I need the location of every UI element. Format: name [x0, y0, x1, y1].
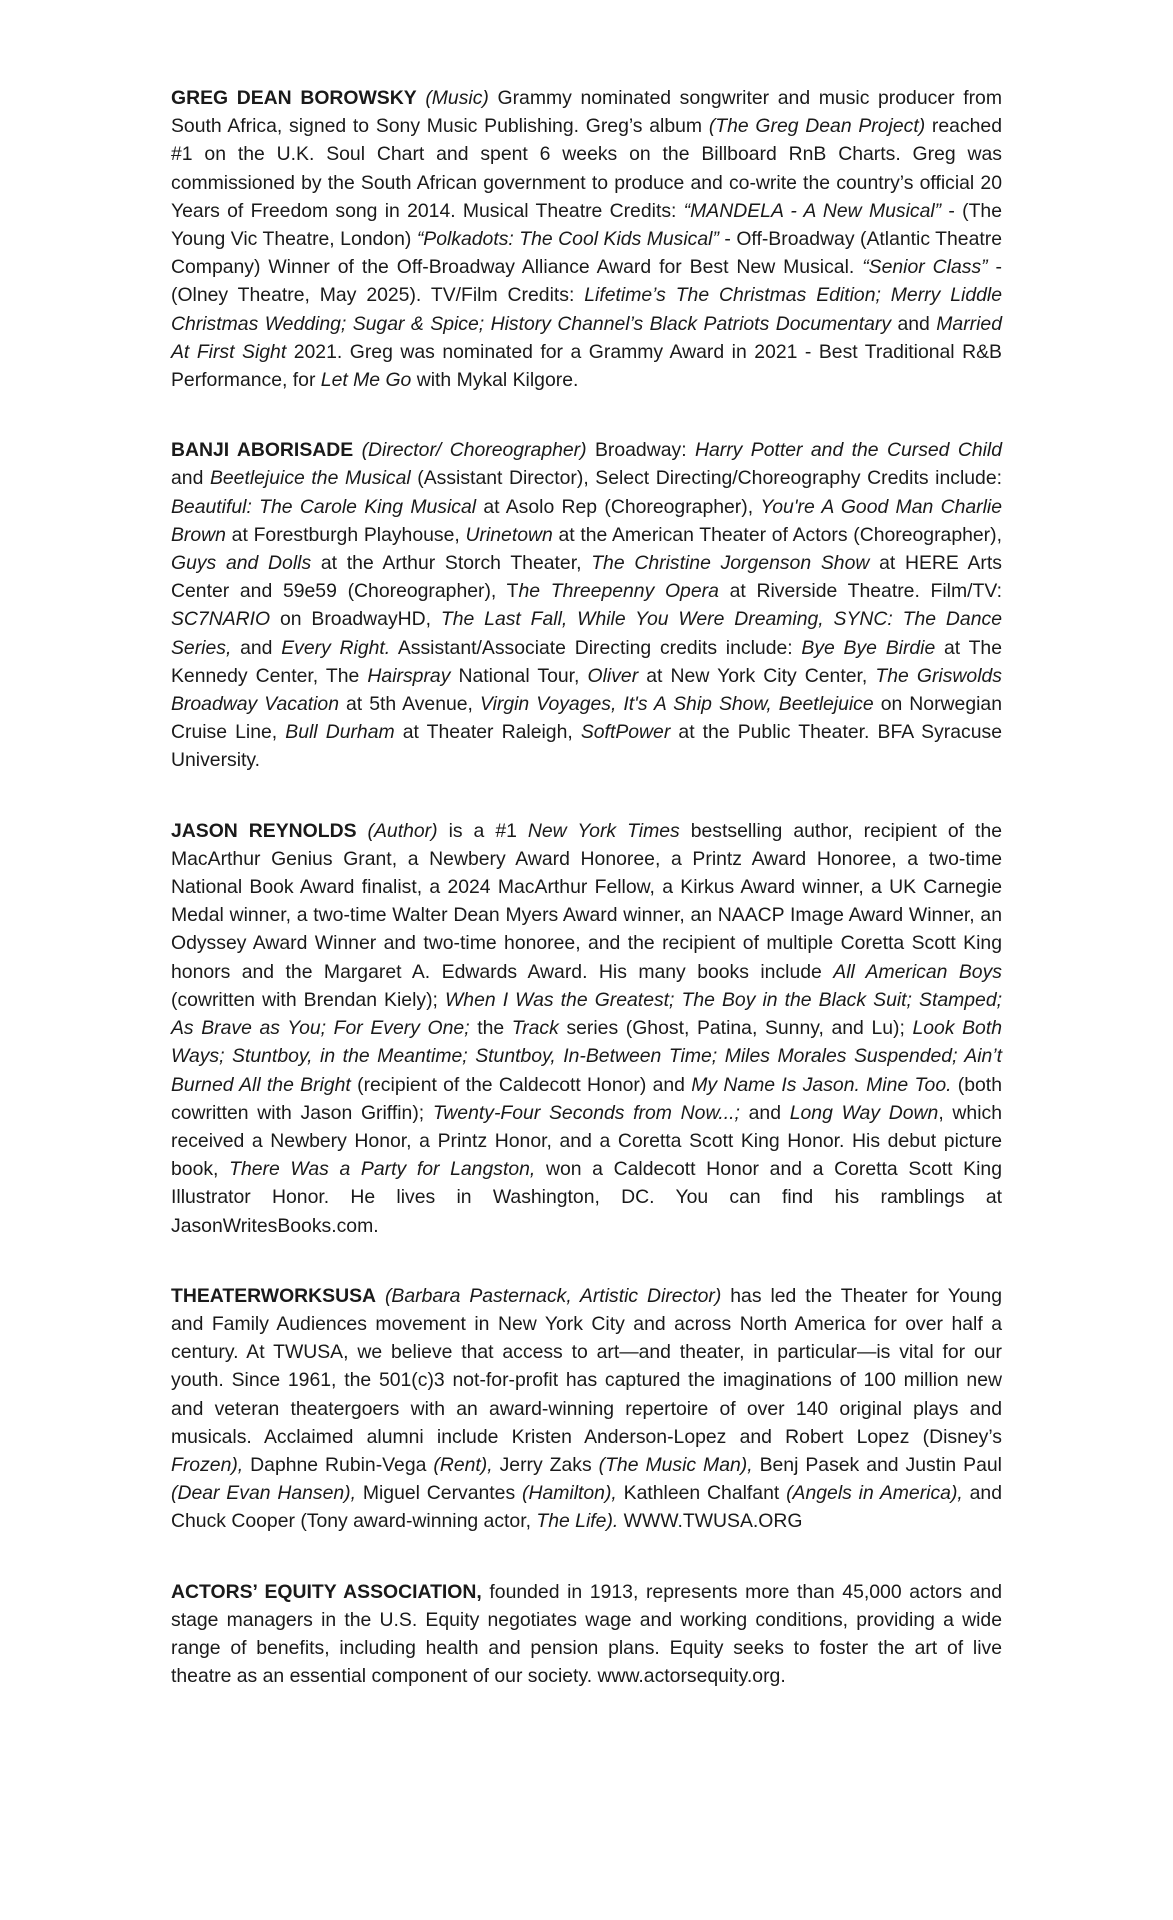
body-text	[376, 1285, 385, 1307]
body-text: at Theater Raleigh,	[394, 721, 581, 744]
body-text: Kathleen Chalfant	[616, 1482, 787, 1505]
bio-name-heading: THEATERWORKSUSA	[171, 1284, 377, 1307]
italic-text: Long Way Down	[789, 1101, 939, 1124]
body-text: at Forestburgh Playhouse,	[225, 523, 466, 546]
body-text: at Asolo Rep (Choreographer),	[476, 495, 761, 518]
body-text: Daphne Rubin-Vega	[243, 1453, 434, 1476]
italic-text: Twenty-Four Seconds from Now...;	[432, 1101, 740, 1124]
italic-text: Virgin Voyages, It's A Ship Show, Beetlejuice	[479, 693, 874, 716]
italic-text: The Life).	[536, 1510, 619, 1533]
italic-text: Urinetown	[465, 523, 553, 546]
bio-name-heading: GREG DEAN BOROWSKY	[171, 87, 417, 109]
body-text: National Tour,	[450, 664, 588, 687]
body-text: with Mykal Kilgore.	[411, 369, 579, 392]
italic-text: he Threepenny Opera	[518, 580, 719, 603]
italic-text: My Name Is Jason. Mine Too.	[691, 1073, 952, 1096]
body-text: at Riverside Theatre. Film/TV:	[718, 580, 1002, 603]
italic-text: “Polkadots: The Cool Kids Musical”	[416, 228, 719, 251]
italic-text: Let Me Go	[320, 369, 412, 392]
italic-text: All American Boys	[833, 960, 1002, 983]
body-text: and	[231, 636, 282, 659]
body-text: on Norwegian Cruise Line,	[171, 693, 1002, 744]
body-text	[357, 820, 368, 842]
italic-text: Beetlejuice the Musical	[209, 467, 411, 490]
italic-text: There Was a Party for Langston,	[229, 1158, 536, 1181]
bio-name-heading: JASON REYNOLDS	[171, 819, 357, 842]
italic-text: SC7NARIO	[171, 608, 271, 631]
bio-name-heading: ACTORS’ EQUITY ASSOCIATION,	[171, 1580, 482, 1603]
italic-text: Harry Potter and the Cursed Child	[694, 439, 1003, 462]
body-text: won a Caldecott Honor and a Coretta Scott King Illustrator Honor. He lives in Washington, DC. You can find his ramblings at JasonWritesBooks.com.	[171, 1158, 1002, 1237]
italic-text: When I Was the Greatest; The Boy in the Black Suit; Stamped; As Brave as You; For Every One;	[171, 988, 1003, 1040]
italic-text: The Griswolds Broadway Vacation	[171, 664, 1003, 716]
body-text: Miguel Cervantes	[356, 1482, 522, 1505]
italic-text: “MANDELA - A New Musical”	[683, 199, 942, 222]
body-text: at 5th Avenue,	[339, 693, 480, 716]
italic-text: (Rent),	[433, 1453, 493, 1476]
italic-text: SoftPower	[580, 721, 671, 744]
italic-text: (The Greg Dean Project)	[708, 115, 926, 138]
body-text: WWW.TWUSA.ORG	[618, 1510, 803, 1533]
body-text: founded in 1913, represents more than 45,000 actors and stage managers in the U.S. Equity negotiates wage and working conditions, providing a wide range of benefits, including health and pension plans. Equity seeks to foster the art of live theatre as an essential component of our society. www.actorsequity.org.	[171, 1580, 1002, 1688]
italic-text: The Christine Jorgenson Show	[591, 552, 870, 575]
body-text: at HERE Arts Center and 59e59 (Choreographer), T	[171, 552, 1002, 603]
italic-text: “Senior Class”	[862, 256, 988, 279]
body-text: - (Olney Theatre, May 2025). TV/Film Credits:	[171, 256, 1002, 307]
bio-greg-dean-borowsky	[171, 84, 1002, 394]
italic-text: (Dear Evan Hansen),	[171, 1482, 357, 1505]
body-text: on BroadwayHD,	[270, 608, 441, 631]
italic-text: (Author)	[367, 819, 438, 842]
body-text: and	[171, 467, 210, 490]
italic-text: The Last Fall, While You Were Dreaming, SYNC: The Dance Series,	[171, 608, 1002, 659]
body-text: at New York City Center,	[638, 664, 876, 687]
body-text: Grammy nominated songwriter and music producer from South Africa, signed to Sony Music Publishing. Greg’s album	[171, 87, 1002, 138]
body-text: Jerry Zaks	[492, 1453, 599, 1476]
body-text: (Assistant Director), Select Directing/Choreography Credits include:	[410, 467, 1003, 490]
document-page	[171, 84, 1002, 1732]
body-text: and	[891, 312, 937, 335]
italic-text: Every Right.	[281, 636, 391, 659]
italic-text: Lifetime’s The Christmas Edition; Merry Liddle Christmas Wedding; Sugar & Spice; History Channel’s Black Patriots Documentary	[171, 284, 1002, 335]
body-text: reached #1 on the U.K. Soul Chart and spent 6 weeks on the Billboard RnB Charts. Greg was commissioned by the South African government to produce and co-write the country’s official 20 Years of Freedom song in 2014. Musical Theatre Credits:	[171, 115, 1003, 222]
body-text: - (The Young Vic Theatre, London)	[171, 199, 1002, 251]
italic-text: Bye Bye Birdie	[801, 636, 936, 659]
body-text	[353, 439, 361, 461]
italic-text: (Angels in America),	[786, 1482, 963, 1505]
body-text: is a #1	[437, 819, 528, 842]
body-text: Assistant/Associate Directing credits include:	[390, 636, 802, 659]
body-text: (cowritten with Brendan Kiely);	[171, 988, 445, 1011]
body-text: 2021. Greg was nominated for a Grammy Award in 2021 - Best Traditional R&B Performance, for	[171, 340, 1002, 392]
italic-text: Track	[511, 1017, 559, 1040]
body-text: at the Arthur Storch Theater,	[311, 552, 592, 575]
italic-text: New York Times	[527, 819, 680, 842]
italic-text: Look Both Ways; Stuntboy, in the Meantime; Stuntboy, In-Between Time; Miles Morales Suspended; Ain’t Burned All the Bright	[171, 1017, 1003, 1096]
body-text: has led the Theater for Young and Family Audiences movement in New York City and across North America for over half a century. At TWUSA, we believe that access to art—and theater, in particular—is vital for our youth. Since 1961, the 501(c)3 not-for-profit has captured the imaginations of 100 million new and veteran theatergoers with an award-winning repertoire of over 140 original plays and musicals. Acclaimed alumni include Kristen Anderson-Lopez and Robert Lopez (Disney’s	[171, 1284, 1002, 1448]
body-text: and	[739, 1101, 790, 1124]
body-text: (both cowritten with Jason Griffin);	[171, 1073, 1002, 1124]
italic-text: Married At First Sight	[171, 312, 1002, 363]
body-text: , which received a Newbery Honor, a Printz Honor, and a Coretta Scott King Honor. His debut picture book,	[171, 1101, 1002, 1181]
bio-jason-reynolds	[171, 817, 1002, 1240]
body-text: (recipient of the Caldecott Honor) and	[350, 1073, 692, 1096]
italic-text: Oliver	[587, 664, 639, 687]
body-text: series (Ghost, Patina, Sunny, and Lu);	[558, 1017, 913, 1040]
italic-text: (Director/ Choreographer)	[361, 439, 587, 462]
bio-banji-aborisade	[171, 436, 1002, 774]
body-text: the	[469, 1017, 512, 1040]
italic-text: (Music)	[425, 87, 489, 109]
bio-name-heading: BANJI ABORISADE	[171, 439, 354, 462]
italic-text: (The Music Man),	[598, 1453, 753, 1476]
body-text: at The Kennedy Center, The	[171, 636, 1002, 687]
body-text: bestselling author, recipient of the MacArthur Genius Grant, a Newbery Award Honoree, a Printz Award Honoree, a two-time National Book Award finalist, a 2024 MacArthur Fellow, a Kirkus Award winner, a UK Carnegie Medal winner, a two-time Walter Dean Myers Award winner, an NAACP Image Award Winner, an Odyssey Award Winner and two-time honoree, and the recipient of multiple Coretta Scott King honors and the Margaret A. Edwards Award. His many books include	[171, 819, 1003, 983]
italic-text: Bull Durham	[285, 721, 395, 744]
italic-text: Beautiful: The Carole King Musical	[171, 495, 477, 518]
body-text: Benj Pasek and Justin Paul	[752, 1453, 1002, 1476]
italic-text: (Hamilton),	[522, 1482, 617, 1505]
body-text: and Chuck Cooper (Tony award-winning actor,	[171, 1482, 1002, 1533]
italic-text: Frozen),	[171, 1453, 244, 1476]
italic-text: You're A Good Man Charlie Brown	[171, 495, 1002, 546]
body-text: - Off-Broadway (Atlantic Theatre Company) Winner of the Off-Broadway Alliance Award for Best New Musical.	[171, 228, 1002, 279]
bio-actors-equity-association	[171, 1578, 1002, 1691]
italic-text: Guys and Dolls	[171, 552, 312, 575]
italic-text: Hairspray	[367, 664, 451, 687]
body-text: at the Public Theater. BFA Syracuse University.	[171, 721, 1003, 772]
body-text: at the American Theater of Actors (Choreographer),	[552, 523, 1002, 546]
body-text: Broadway:	[586, 439, 695, 462]
bio-theaterworksusa	[171, 1282, 1002, 1536]
italic-text: (Barbara Pasternack, Artistic Director)	[384, 1284, 722, 1307]
